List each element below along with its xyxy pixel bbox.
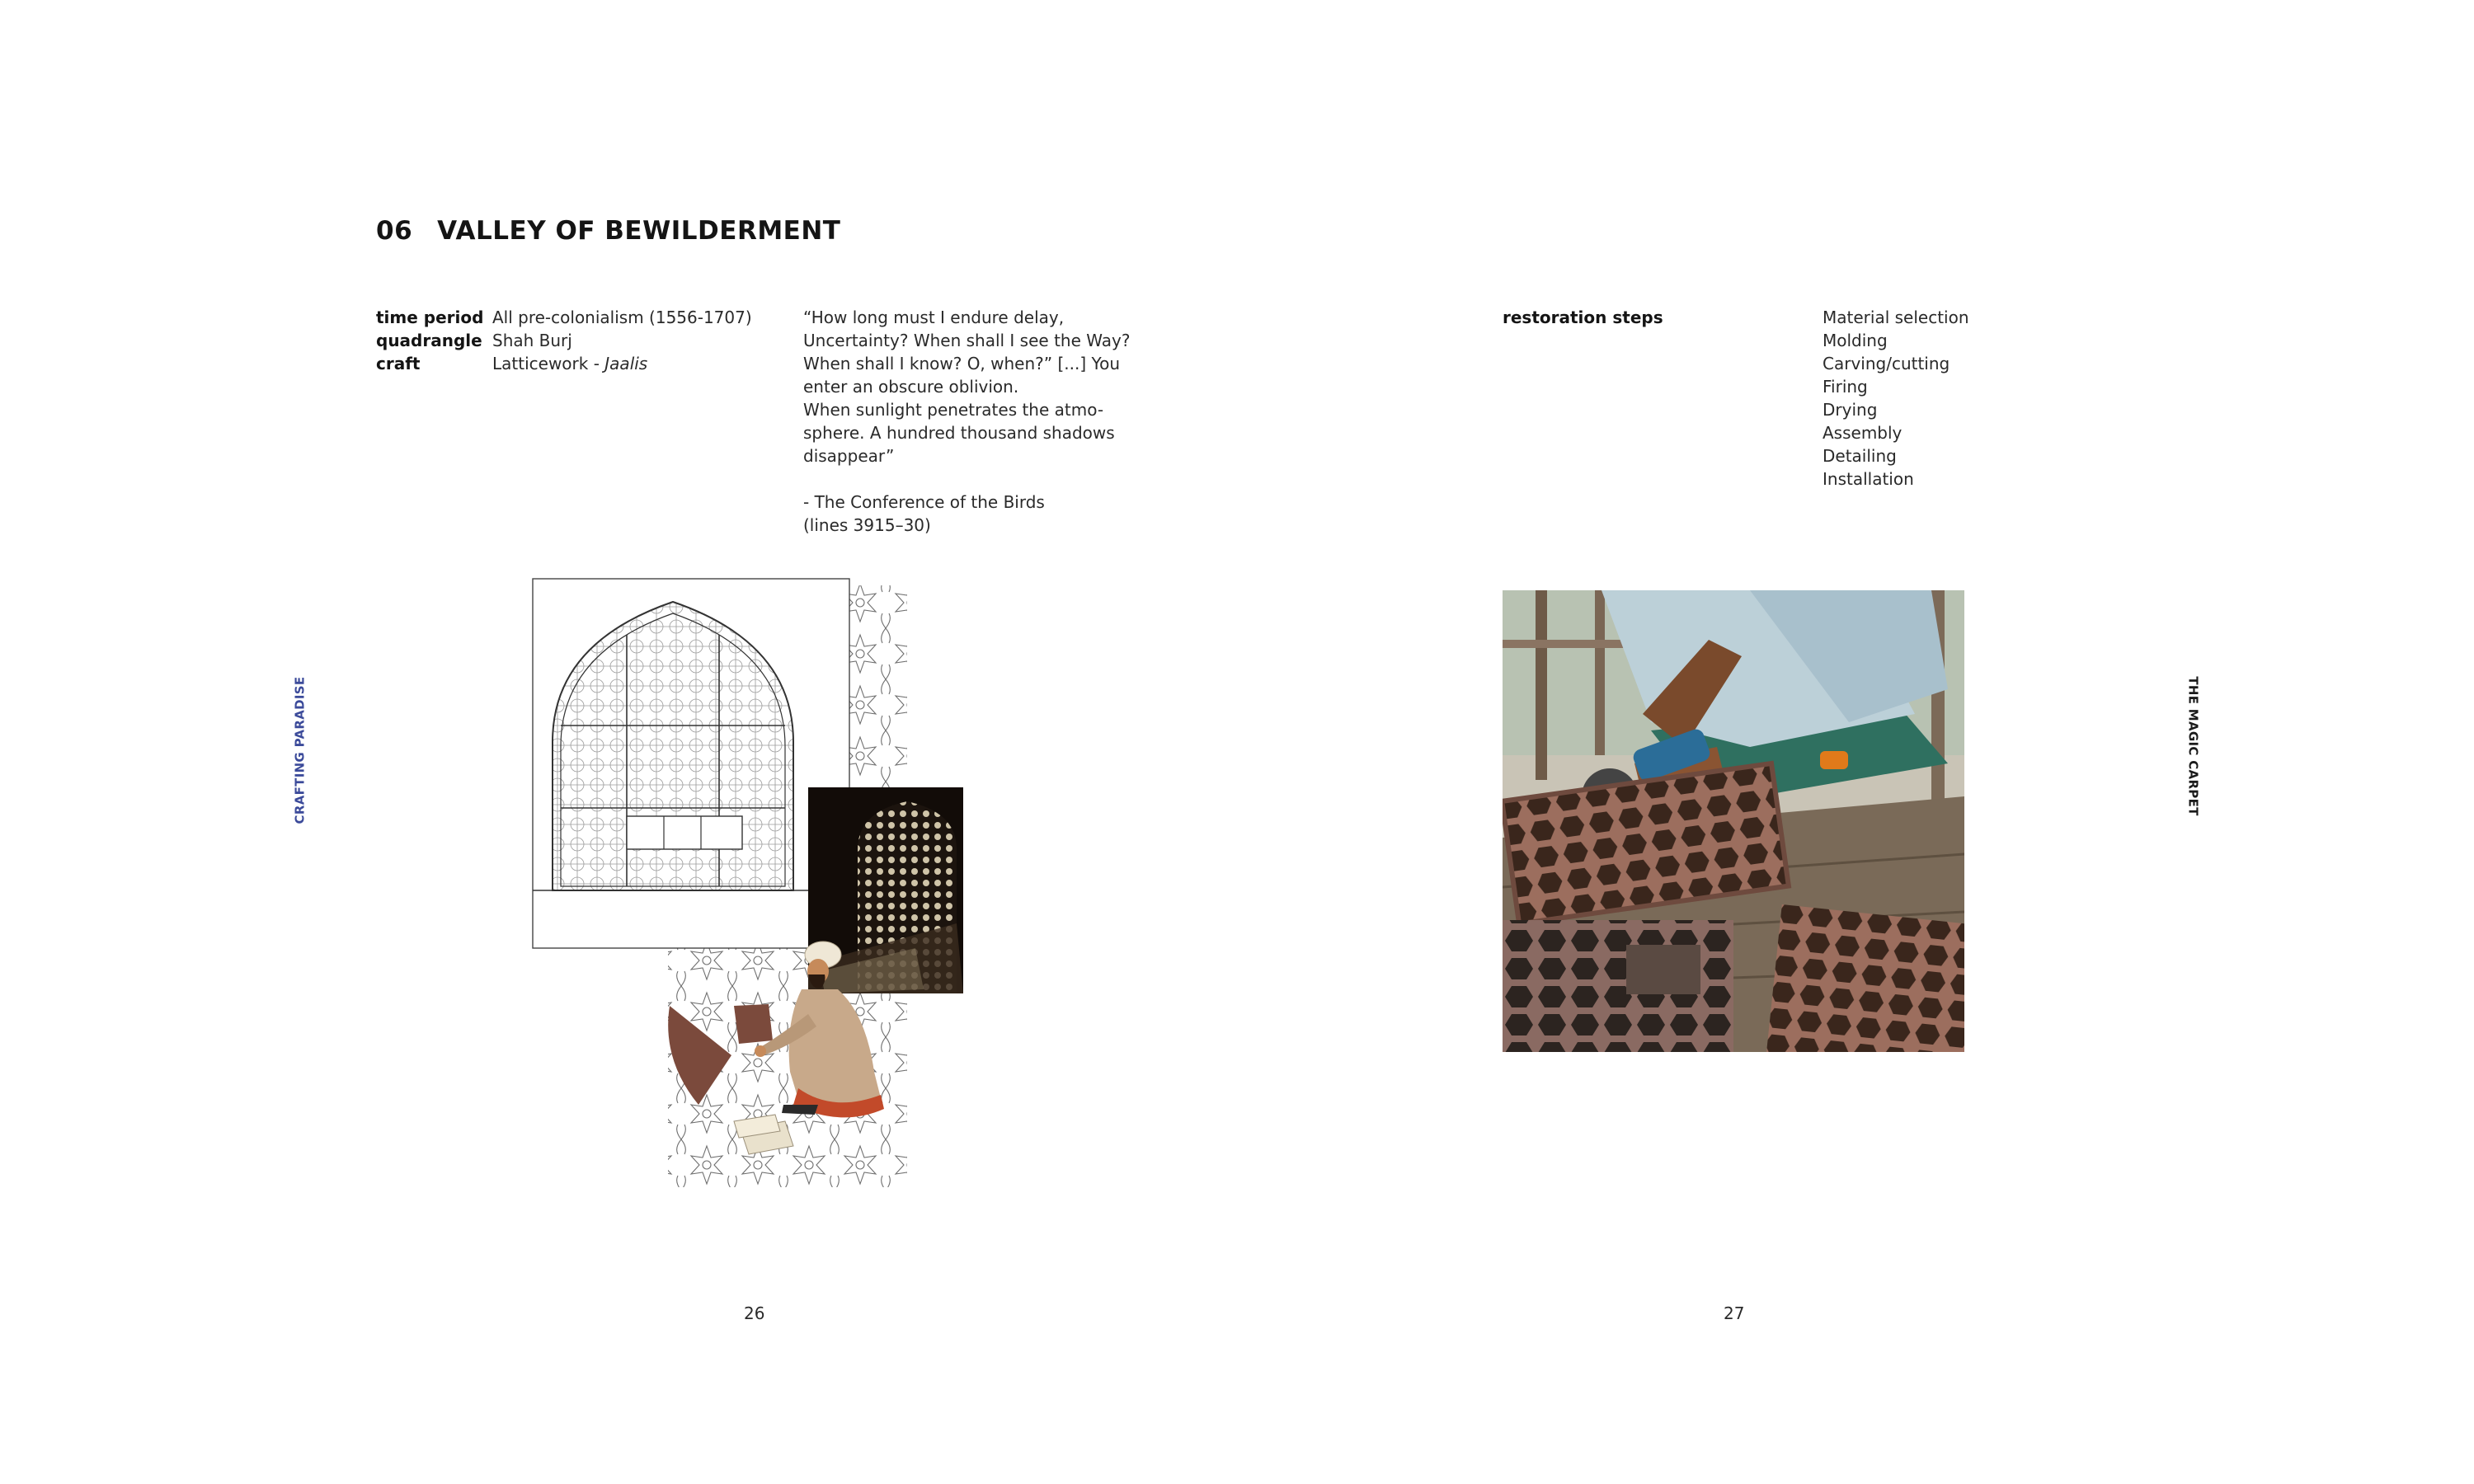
quote-line: disappear” (803, 446, 895, 466)
window-line-drawing (533, 579, 849, 948)
page-number-right: 27 (1724, 1303, 1745, 1323)
chapter-title (376, 216, 840, 246)
chapter-title-text: VALLEY OF BEWILDERMENT (437, 216, 841, 246)
meta-value-italic: Jaalis (604, 354, 648, 373)
meta-key: time period (376, 308, 484, 327)
list-item: Carving/cutting (1823, 354, 1950, 373)
running-head-text: CRAFTING PARADISE (292, 676, 308, 824)
meta-row-craft (376, 352, 752, 375)
quote-line: enter an obscure oblivion. (803, 377, 1019, 397)
meta-key: quadrangle (376, 331, 482, 350)
quote-line: sphere. A hundred thousand shadows (803, 423, 1115, 443)
quote-line: “How long must I endure delay, (803, 308, 1065, 327)
latticework-collage-illustration (528, 577, 973, 1187)
list-item: Installation (1823, 469, 1914, 489)
page-number-left: 26 (744, 1303, 765, 1323)
list-item: Drying (1823, 400, 1878, 420)
chapter-meta-table (376, 306, 752, 375)
list-item: Material selection (1823, 308, 1969, 327)
meta-value: All pre-colonialism (1556-1707) (492, 308, 752, 327)
restoration-steps-label: restoration steps (1503, 308, 1663, 327)
list-item: Molding (1823, 331, 1888, 350)
running-head-text: THE MAGIC CARPET (2186, 676, 2202, 816)
quote-attribution: - The Conference of the Birds (803, 492, 1045, 512)
quote-attribution-lines: (lines 3915–30) (803, 515, 931, 535)
meta-key: craft (376, 354, 421, 373)
running-head-right (2184, 676, 2204, 816)
chapter-number: 06 (376, 216, 413, 246)
list-item: Firing (1823, 377, 1868, 397)
epigraph-quote (803, 306, 1130, 537)
quote-line: Uncertainty? When shall I see the Way? (803, 331, 1131, 350)
running-head-left (289, 676, 309, 824)
meta-value (492, 352, 647, 375)
quote-line: When sunlight penetrates the atmo- (803, 400, 1104, 420)
restoration-steps-list (1823, 306, 1969, 491)
meta-row-time-period (376, 306, 752, 329)
quote-line (803, 467, 1130, 491)
list-item: Assembly (1823, 423, 1903, 443)
meta-value: Shah Burj (492, 331, 572, 350)
list-item: Detailing (1823, 446, 1897, 466)
terracotta-jaali-cutting-photo (1503, 590, 1964, 1052)
meta-row-quadrangle (376, 329, 752, 352)
meta-value-main: Latticework - (492, 354, 605, 373)
quote-line: When shall I know? O, when?” [...] You (803, 354, 1121, 373)
